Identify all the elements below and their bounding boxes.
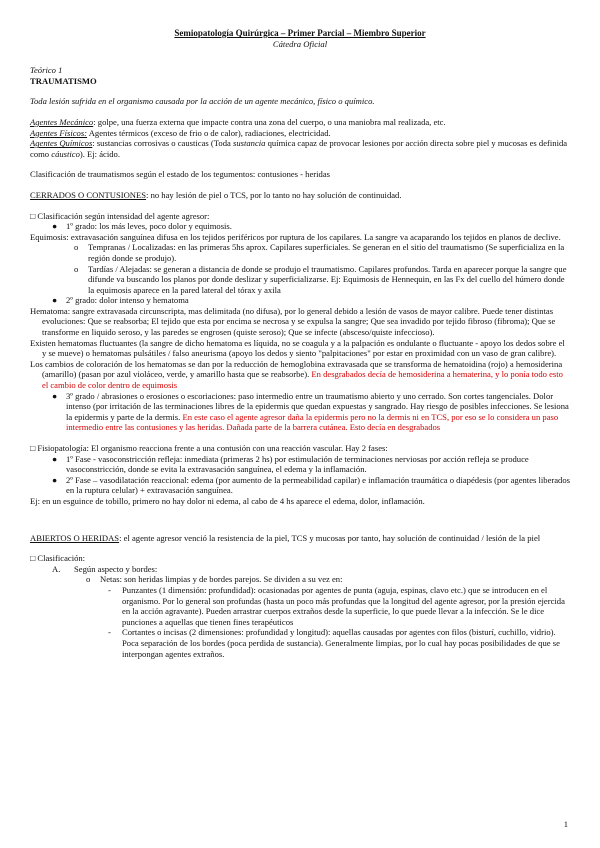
agent-mechanical: Agentes Mecánico: golpe, una fuerza externa que impacte contra una zona del cuerpo, o una maniobra mal realizada, etc. (30, 116, 446, 127)
fluctuantes-text: Existen hematomas fluctuantes (la sangre de dicho hematoma es líquida, no se coagula y a la palpación es ondulante o fluctuante - apoyo los dedos sobre el y se mueve) o hematomas pulsátiles / falso aneurisma (apoyo los dedos y siento "palpitaciones" por estar en proximidad con un vaso de gran calibre). (30, 337, 565, 359)
equimosis-text: Equimosis: extravasación sanguínea difusa en los tejidos periféricos por ruptura de los capilares. La sangre va acaparando los tejidos en planos de declive. (30, 231, 561, 242)
list-item-phase1: ● 1º Fase - vasoconstricción refleja: inmediata (primeras 2 hs) por estimulación de terminaciones nerviosas por acción refleja se produce vasoconstricción, donde se evita la extravasación sanguínea, el edema y la inflamación. (52, 453, 529, 475)
list-item-grade3: ● 3º grado / abrasiones o erosiones o escoriaciones: paso intermedio entre un traumatismo abierto y uno cerrado. Son cortes tangenciales. Dolor intenso (por irritación de las terminaciones libres de la epidermis que quedan expuestas y sangrado. Hay riesgo de posibles infecciones. Se lesiona la epidermis y parte de la dermis. En este caso el agente agresor daña la epidermis pero no la dermis ni en TCS, por eso se lo considera un paso intermedio entre las contusiones y las heridas. Dañada parte de la barrera cutánea. Esto decía en desgrabados (52, 390, 569, 433)
lesson-label: Teórico 1 (30, 65, 63, 76)
example-text: Ej: en un esguince de tobillo, primero no hay dolor ni edema, al cabo de 4 hs aparece el edema, dolor, inflamación. (30, 495, 425, 506)
open-class-heading: □ Clasificación: (30, 553, 86, 564)
open-heading: ABIERTOS O HERIDAS: el agente agresor venció la resistencia de la piel, TCS y mucosas por tanto, hay solución de continuidad / lesión de la piel (30, 532, 541, 543)
physio-heading: □ Fisiopatología: El organismo reacciona frente a una contusión con una reacción vascular. Hay 2 fases: (30, 443, 388, 453)
list-item-netas: o Netas: son heridas limpias y de bordes parejos. Se dividen a su vez en: (86, 574, 343, 585)
list-item-tardias: o Tardías / Alejadas: se generan a distancia de donde se produjo el traumatismo. Capilares profundos. Tarda en aparecer porque la sangre que difunde va buscando los planos por donde deslizar y superficializarse. Ej: Equimosis de Hennequin, en las Fx del cuello del húmero donde la equimosis aparece en la pared lateral del tórax y axila (74, 263, 567, 295)
list-item-phase2: ● 2º Fase – vasodilatación reaccional: edema (por aumento de la permeabilidad capilar) e inflamación traumática o diapédesis (por agentes liberados en la ruptura celular) + extravasación sanguínea. (52, 474, 570, 496)
list-item-grade2: ● 2º grado: dolor intenso y hematoma (52, 295, 189, 306)
document-subtitle: Cátedra Oficial (272, 38, 328, 49)
agent-chemical: Agentes Químicos: sustancias corrosivas o causticas (Toda sustancia química capaz de provocar lesiones por acción directa sobre piel y mucosas es definida como cáustico). Ej: ácido. (30, 138, 568, 159)
list-item-punzantes: - Punzantes (1 dimensión: profundidad): ocasionadas por agentes de punta (aguja, espinas, clavo etc.) que se introducen en el organismo. Por lo general son profundas (hasta un poco más profundas que la longitud del agente agresor, por la presión ejercida en la acción agravante). Pueden arrastrar cuerpos extraños desde la superficie, lo que puede llevar a la infección. Se le dice punciones a aquellas que tienen fines terapéuticos (108, 584, 565, 627)
list-item-A: A. Según aspecto y bordes: (52, 563, 158, 574)
list-item-tempranas: o Tempranas / Localizadas: en las primeras 5hs aprox. Capilares superficiales. Se generan en el sitio del traumatismo (Se superficializa en la región donde se produjo). (74, 242, 565, 263)
lesson-definition: Toda lesión sufrida en el organismo causada por la acción de un agente mecánico, físico o químico. (30, 96, 375, 107)
page-number: 1 (563, 819, 568, 830)
list-item-grade1: ● 1º grado: los más leves, poco dolor y equimosis. (52, 221, 232, 232)
document-title: Semiopatología Quirúrgica – Primer Parcial – Miembro Superior (174, 28, 426, 38)
hematoma-text: Hematoma: sangre extravasada circunscripta, mas delimitada (no difusa), por lo general debido a lesión de vasos de mayor calibre. Puede tener distintas evoluciones: Que se reabsorba; El tejido que esta por encima se necrosa y se expulsa la sangre; Que sea invadido por tejido fibroso (fibroma); Que se transforme en liquido seroso, y las paredes se engrosen (quiste seroso); Que se infecte (absceso/quiste infeccioso). (30, 305, 556, 338)
document-page (30, 28, 570, 659)
classification-line: Clasificación de traumatismos según el estado de los tegumentos: contusiones - heridas (30, 169, 330, 180)
closed-heading: CERRADOS O CONTUSIONES: no hay lesión de piel o TCS, por lo tanto no hay solución de continuidad. (30, 189, 402, 200)
intensity-heading: □ Clasificación según intensidad del agente agresor: (30, 210, 210, 221)
agent-physical: Agentes Físicos: Agentes térmicos (exceso de frio o de calor), radiaciones, electricidad. (30, 127, 331, 138)
colour-change-text: Los cambios de coloración de los hematomas se dan por la reducción de hemoglobina extravasada que se transforma de hematoidina (rojo) a hemosiderina (amarillo) (pasan por azul violáceo, verde, y amarillo hasta que se reabsorbe). En desgrabados decía de hemosiderina a hematerina, y lo ponía todo esto el cambio de color dentro de equimosis (30, 358, 563, 391)
lesson-title: TRAUMATISMO (30, 75, 97, 86)
list-item-cortantes: - Cortantes o incisas (2 dimensiones: profundidad y longitud): aquellas causadas por agentes con filos (bisturí, cuchillo, vidrio). Poca separación de los bordes (poca perdida de sustancia). Generalmente limpias, por lo cual hay pocas posibilidades de que se interpongan agentes extraños. (108, 627, 560, 659)
